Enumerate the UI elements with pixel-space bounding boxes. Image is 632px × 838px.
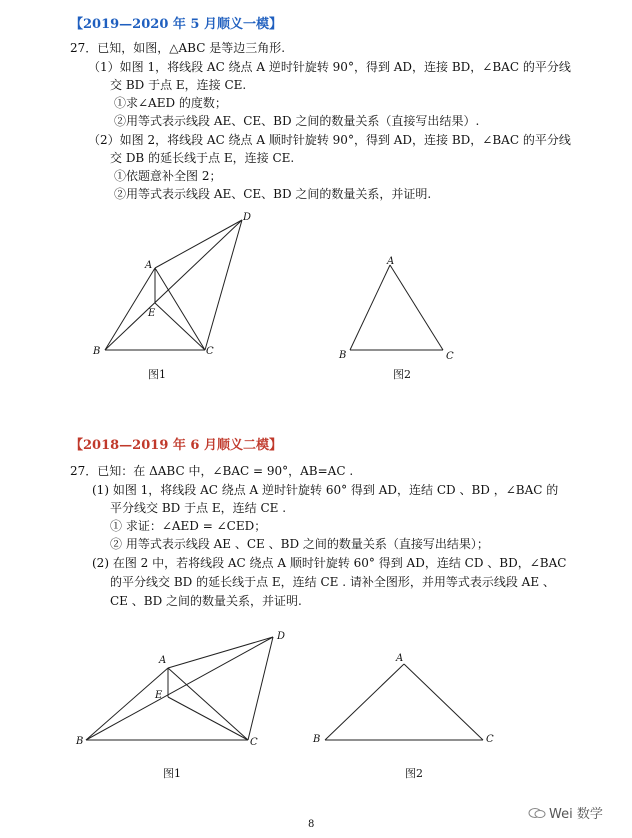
problem2-part2-line1: (2) 在图 2 中，若将线段 AC 绕点 A 顺时针旋转 60° 得到 AD，连结 CD 、BD，∠BAC [92,556,567,570]
s1-fig1-caption: 图1 [148,368,166,381]
problem1-part1-q2: ②用等式表示线段 AE、CE、BD 之间的数量关系（直接写出结果）. [114,114,480,128]
problem2-stem: 27．已知：在 ΔABC 中，∠BAC = 90°，AB=AC . [70,464,354,478]
s1-fig2-caption: 图2 [393,368,411,381]
wechat-icon [528,807,546,819]
s1-fig2-point-B: B [339,350,347,361]
s1-fig1-point-C: C [206,346,214,357]
s2-fig1-point-C: C [250,737,258,748]
s2-fig2-caption: 图2 [405,767,423,780]
page-number: 8 [308,819,315,830]
s2-fig2-point-A: A [396,653,404,664]
s2-fig1-caption: 图1 [163,767,181,780]
s2-fig1-point-A: A [159,655,167,666]
problem1-part1-q1: ①求∠AED 的度数； [114,96,227,110]
s1-fig2-point-C: C [446,351,454,362]
problem1-stem: 27．已知，如图，△ABC 是等边三角形. [70,41,286,55]
problem1-part2-line2: 交 DB 的延长线于点 E，连接 CE. [110,151,295,165]
problem1-part2-q1: ①依题意补全图 2； [114,169,222,183]
problem1-part1-line1: （1）如图 1，将线段 AC 绕点 A 逆时针旋转 90°，得到 AD，连接 BD，∠BAC 的平分线 [88,60,571,74]
section2-heading: 【2018—2019 年 6 月顺义二模】 [70,438,282,453]
problem1-part2-line1: （2）如图 2，将线段 AC 绕点 A 顺时针旋转 90°，得到 AD，连接 BD，∠BAC 的平分线 [88,133,571,147]
section1-heading: 【2019—2020 年 5 月顺义一模】 [70,17,282,32]
s2-fig1-point-E: E [155,690,163,701]
s2-fig2-point-C: C [486,734,494,745]
s1-fig1-point-E: E [148,308,156,319]
s2-fig2-point-B: B [313,734,321,745]
problem2-part2-line2: 的平分线交 BD 的延长线于点 E，连结 CE . 请补全图形，并用等式表示线段 AE 、 [110,575,555,589]
problem2-part1-q1: ① 求证：∠AED = ∠CED； [110,519,267,533]
problem2-part2-line3: CE 、BD 之间的数量关系，并证明. [110,594,302,608]
problem2-part1-q2: ② 用等式表示线段 AE 、CE 、BD 之间的数量关系（直接写出结果）； [110,537,489,551]
problem2-part1-line1: (1) 如图 1，将线段 AC 绕点 A 逆时针旋转 60° 得到 AD，连结 CD 、BD ，∠BAC 的 [92,483,559,497]
s1-fig1-point-B: B [93,346,101,357]
s1-fig2-point-A: A [387,256,395,267]
s2-fig1-point-D: D [277,631,286,642]
s2-fig1-point-B: B [76,736,84,747]
problem2-part1-line2: 平分线交 BD 于点 E，连结 CE . [110,501,287,515]
problem1-part2-q2: ②用等式表示线段 AE、CE、BD 之间的数量关系，并证明. [114,187,432,201]
s1-fig1-point-D: D [243,212,252,223]
s1-fig1-point-A: A [145,260,153,271]
watermark: Wei 数学 [549,807,603,822]
problem1-part1-line2: 交 BD 于点 E，连接 CE. [110,78,247,92]
